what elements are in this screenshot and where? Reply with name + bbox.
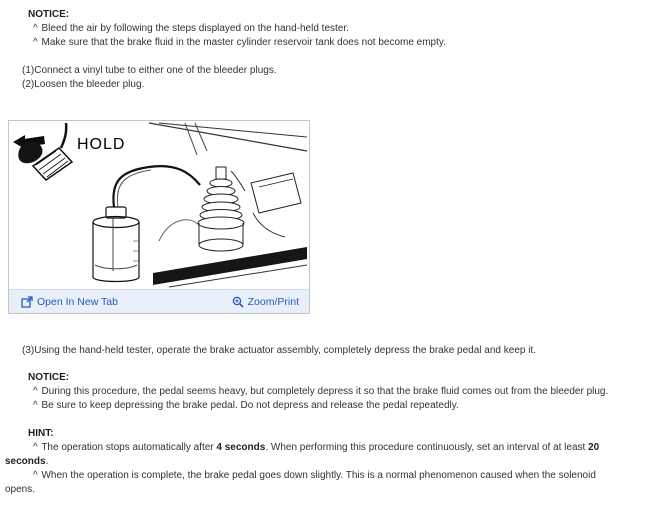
figure-container xyxy=(8,120,310,314)
zoom-icon xyxy=(232,296,244,308)
notice1-item-2-text: Make sure that the brake fluid in the master cylinder reservoir tank does not become empty. xyxy=(41,37,446,48)
notice2-item-1-text: During this procedure, the pedal seems heavy, but completely depress it so that the brake fluid comes out from the bleeder plug. xyxy=(41,386,609,397)
hint-heading: HINT: xyxy=(28,428,54,439)
caret-marker: ^ xyxy=(33,442,39,453)
notice1-item-1-text: Bleed the air by following the steps displayed on the hand-held tester. xyxy=(41,23,349,34)
step-2: (2)Loosen the bleeder plug. xyxy=(22,79,145,90)
hold-label: HOLD xyxy=(77,136,126,153)
figure-toolbar xyxy=(9,289,309,313)
notice-heading-1: NOTICE: xyxy=(28,9,70,20)
brake-illustration-svg xyxy=(9,121,309,289)
zoom-print-link[interactable] xyxy=(232,295,299,309)
notice1-item-2 xyxy=(5,36,617,50)
step-3: (3)Using the hand-held tester, operate the brake actuator assembly, completely depress the brake pedal and keep it. xyxy=(22,345,537,356)
notice2-item-2-text: Be sure to keep depressing the brake pedal. Do not depress and release the pedal repeatedly. xyxy=(41,400,459,411)
open-in-new-tab-icon xyxy=(21,296,33,308)
hint-item-1-mid: . When performing this procedure continuously, set an interval of at least xyxy=(265,442,589,453)
notice2-item-2 xyxy=(5,399,617,413)
step-1: (1)Connect a vinyl tube to either one of the bleeder plugs. xyxy=(22,65,277,76)
open-in-new-tab-label: Open In New Tab xyxy=(37,295,118,308)
brake-bleeding-illustration xyxy=(9,121,309,289)
caret-marker: ^ xyxy=(33,470,39,481)
caret-marker: ^ xyxy=(33,386,39,397)
open-in-new-tab-link[interactable] xyxy=(21,295,118,309)
hint-bold-20-seconds: 20 seconds xyxy=(5,442,600,467)
notice2-item-1 xyxy=(5,385,617,399)
hint-item-1-pre: The operation stops automatically after xyxy=(41,442,217,453)
caret-marker: ^ xyxy=(33,23,39,34)
notice-heading-2: NOTICE: xyxy=(28,372,70,383)
notice1-item-1 xyxy=(5,22,617,36)
hint-item-1 xyxy=(5,441,617,469)
hint-item-1-post: . xyxy=(45,456,49,467)
hint-bold-4-seconds: 4 seconds xyxy=(216,442,266,453)
caret-marker: ^ xyxy=(33,400,39,411)
hint-item-2 xyxy=(5,469,617,497)
hint-item-2-text: When the operation is complete, the brake pedal goes down slightly. This is a normal phenomenon caused when the solenoid opens. xyxy=(5,470,596,495)
caret-marker: ^ xyxy=(33,37,39,48)
zoom-print-label: Zoom/Print xyxy=(247,295,299,308)
